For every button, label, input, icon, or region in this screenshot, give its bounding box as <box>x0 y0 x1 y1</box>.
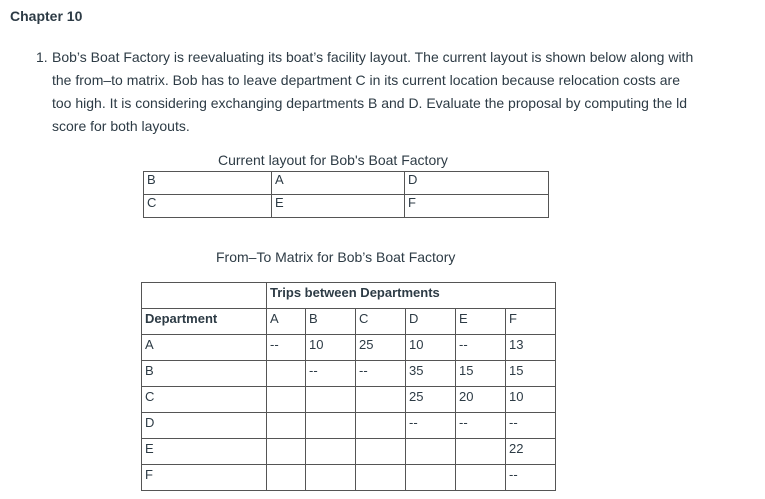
matrix-cell <box>306 413 356 439</box>
matrix-cell <box>356 387 406 413</box>
matrix-cell: -- <box>306 361 356 387</box>
layout-cell: C <box>144 195 272 218</box>
matrix-row-header: Department <box>142 309 267 335</box>
matrix-column-header: B <box>306 309 356 335</box>
layout-row <box>144 172 549 195</box>
question-text: Bob’s Boat Factory is reevaluating its boat’s facility layout. The current layout is shown below along with the from–to matrix. Bob has to leave department C in its current location because relocation costs are too high. It is considering exchanging departments B and D. Evaluate the proposal by computing the ld score for both layouts. <box>52 49 694 134</box>
current-layout-table <box>143 171 549 218</box>
matrix-column-header: F <box>506 309 556 335</box>
matrix-cell <box>267 439 306 465</box>
layout-cell: D <box>405 172 549 195</box>
matrix-caption: From–To Matrix for Bob’s Boat Factory <box>216 249 456 265</box>
matrix-row <box>142 465 556 491</box>
matrix-row <box>142 439 556 465</box>
matrix-cell: -- <box>267 335 306 361</box>
matrix-cell: 25 <box>356 335 406 361</box>
matrix-row <box>142 387 556 413</box>
matrix-row-label: F <box>142 465 267 491</box>
matrix-column-header: C <box>356 309 406 335</box>
matrix-header-row <box>142 309 556 335</box>
layout-caption: Current layout for Bob's Boat Factory <box>218 152 448 168</box>
matrix-cell <box>306 439 356 465</box>
matrix-row-label: C <box>142 387 267 413</box>
matrix-cell <box>306 465 356 491</box>
matrix-row-label: A <box>142 335 267 361</box>
layout-row <box>144 195 549 218</box>
matrix-cell <box>406 439 456 465</box>
matrix-blank-cell <box>142 283 267 309</box>
layout-cell: F <box>405 195 549 218</box>
matrix-cell <box>267 413 306 439</box>
question-block <box>36 46 696 138</box>
matrix-cell: -- <box>456 413 506 439</box>
matrix-cell <box>306 387 356 413</box>
matrix-row <box>142 413 556 439</box>
matrix-cell <box>456 465 506 491</box>
matrix-cell: 20 <box>456 387 506 413</box>
layout-cell: E <box>272 195 405 218</box>
from-to-matrix-table <box>141 282 556 491</box>
matrix-cell: -- <box>506 413 556 439</box>
question-number: 1. <box>36 49 48 65</box>
layout-cell: B <box>144 172 272 195</box>
matrix-cell: -- <box>506 465 556 491</box>
matrix-row <box>142 361 556 387</box>
matrix-body <box>142 335 556 491</box>
matrix-row-label: E <box>142 439 267 465</box>
matrix-group-header-row <box>142 283 556 309</box>
matrix-cell: 35 <box>406 361 456 387</box>
matrix-row-label: D <box>142 413 267 439</box>
matrix-cell <box>356 465 406 491</box>
matrix-cell <box>356 439 406 465</box>
matrix-cell: 25 <box>406 387 456 413</box>
matrix-row-label: B <box>142 361 267 387</box>
matrix-cell: 15 <box>506 361 556 387</box>
matrix-cell: 15 <box>456 361 506 387</box>
matrix-cell: 10 <box>306 335 356 361</box>
matrix-cell <box>356 413 406 439</box>
matrix-cell: -- <box>456 335 506 361</box>
matrix-cell <box>456 439 506 465</box>
matrix-cell: -- <box>356 361 406 387</box>
layout-cell: A <box>272 172 405 195</box>
matrix-cell: 10 <box>406 335 456 361</box>
matrix-column-header: E <box>456 309 506 335</box>
matrix-column-header: D <box>406 309 456 335</box>
matrix-cell: 13 <box>506 335 556 361</box>
matrix-cell <box>267 387 306 413</box>
matrix-cell: -- <box>406 413 456 439</box>
chapter-title: Chapter 10 <box>10 8 83 24</box>
matrix-cell: 22 <box>506 439 556 465</box>
matrix-column-header: A <box>267 309 306 335</box>
matrix-cell <box>267 361 306 387</box>
matrix-cell <box>406 465 456 491</box>
matrix-cell <box>267 465 306 491</box>
matrix-group-header: Trips between Departments <box>267 283 556 309</box>
matrix-row <box>142 335 556 361</box>
matrix-cell: 10 <box>506 387 556 413</box>
